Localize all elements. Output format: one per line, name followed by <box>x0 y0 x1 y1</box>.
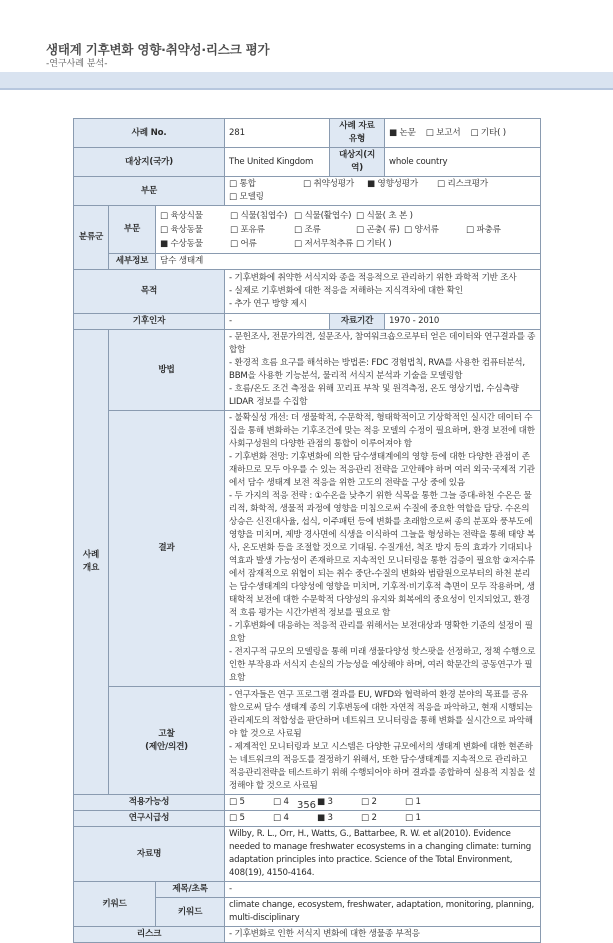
case-no-value: 281 <box>225 119 330 148</box>
risk-label: 리스크 <box>74 927 225 943</box>
overview-label <box>74 330 109 795</box>
urgency-5: □ 5 <box>229 813 245 823</box>
discussion-line: - 연구자들은 연구 프로그램 결과를 EU, WFD와 협력하여 환경 분야의 목표를 공유함으로써 담수 생태계 종의 기후변동에 대한 자연적 적응을 파악하고, 현재 시행되는 관리제도의 적합성을 판단하며 네트워크 모니터링을 통해 변화를 실시간으로 파악해야 할 것으로 사료됨 <box>229 689 533 739</box>
class-amphibian: □ 양서류 <box>404 224 439 235</box>
method-line: - 환경적 흐름 요구를 해석하는 방법론: FDC 경험법칙, RVA를 사용한 컴퓨터분석, BBM을 사용한 기능분석, 물리적 서식지 분석과 기술을 모델링함 <box>229 358 525 381</box>
country-label: 대상지(국가) <box>74 148 225 177</box>
result-line: - 기후변화 전망: 기후변화에 의한 담수생태계에의 영향 등에 대한 다양한 관점이 존재하므로 모두 아우를 수 있는 적응관리 전략을 고안해야 하며 여러 외국·국제적 기관에서 담수 생태계 보전 적응을 위한 고도의 전략을 구상 중에 있음 <box>229 452 535 488</box>
class-row-plants <box>160 209 536 223</box>
detail-label: 세부정보 <box>109 254 156 270</box>
purpose-line: - 기후변화에 취약한 서식지와 종을 적응적으로 관리하기 위한 과학적 기반 조사 <box>229 273 517 283</box>
keyword-sub-label: 키워드 <box>156 898 225 927</box>
climate-factor-value: - <box>225 314 330 330</box>
sector-integrated: □ 통합 <box>229 179 256 189</box>
method-text <box>225 330 541 411</box>
country-value: The United Kingdom <box>225 148 330 177</box>
class-row-aquatic <box>160 237 536 251</box>
class-land-plant: □ 육상식물 <box>160 210 203 221</box>
purpose-text <box>225 270 541 314</box>
result-line: - 두 가지의 적응 전략 : ①수온을 낮추기 위한 식목을 통한 그늘 증대-하천 수온은 물리적, 화학적, 생물적 과정에 영향을 미침으로써 수질에 중요한 역할을 담당. 수온의 상승은 신진대사율, 섭식, 이주패턴 등에 변화를 초래함으로써 종의 분포와 풍부도에 영향을 미치며, 제방 경사면에 식생을 이식하여 그늘을 형성하는 전략을 통해 태양 복사, 온도변화 등을 조절할 것으로 기대됨. 수질개선, 척조 방지 등의 효과가 기대되나 역효과 발생 가능성이 존재하므로 지속적인 모니터링을 통한 검증이 필요함 ②저수류에서 잠재적으로 위협이 되는 취수 중단-수질의 변화와 범람원으로부터의 하천 분리는 담수생태계의 다양성에 영향을 미치며, 기후적·비기후적 측면이 모두 작용하며, 생태학적 보전에 대한 수문학적 다양성의 유지와 회복에의 중요성이 인지되었고, 환경적 흐름 평가는 시간가변적 정보를 필요로 함 <box>229 491 535 618</box>
urgency-2: □ 2 <box>361 813 377 823</box>
page-header <box>0 0 613 96</box>
region-label: 대상지(지역) <box>330 148 385 177</box>
overview-label-text: 사례 개요 <box>82 550 100 573</box>
result-line: - 불확실성 개선: 더 생물학적, 수문학적, 형태학적이고 기상학적인 실시간 데이터 수집을 통해 변화하는 기후조건에 맞는 적응 모델의 수정이 필요하며, 환경 보전에 대한 사회구성원의 다양한 관점의 통합이 이루어져야 함 <box>229 413 535 449</box>
detail-value: 담수 생태계 <box>156 254 541 270</box>
urgency-options <box>225 811 541 827</box>
document-subtitle: -연구사례 분석- <box>46 59 108 69</box>
applicability-3: ■ 3 <box>317 797 333 807</box>
purpose-line: - 추가 연구 방향 제시 <box>229 299 307 309</box>
case-table <box>73 118 541 943</box>
sector-risk: □ 리스크평가 <box>437 179 488 189</box>
class-row-animals <box>160 223 536 237</box>
class-fish: □ 어류 <box>230 238 257 249</box>
period-value: 1970 - 2010 <box>385 314 541 330</box>
class-insect: □ 곤충( 류) <box>356 224 400 235</box>
title-keyword-label: 제목/초록 <box>156 882 225 898</box>
class-aquatic-animal: ■ 수상동물 <box>160 238 203 249</box>
sector-vulnerability: □ 취약성평가 <box>303 179 354 189</box>
classification-options <box>156 206 541 254</box>
sector-label: 부문 <box>74 177 225 206</box>
discussion-label <box>109 687 225 795</box>
period-label: 자료기간 <box>330 314 385 330</box>
applicability-5: □ 5 <box>229 797 245 807</box>
applicability-2: □ 2 <box>361 797 377 807</box>
urgency-1: □ 1 <box>405 813 421 823</box>
data-type-paper: ■ 논문 <box>389 127 416 138</box>
applicability-1: □ 1 <box>405 797 421 807</box>
page-number: 356 <box>296 800 317 811</box>
reference-label: 자료명 <box>74 827 225 882</box>
data-type-label: 사례 자료 유형 <box>330 119 385 148</box>
region-value: whole country <box>385 148 541 177</box>
sector-modeling: □ 모델링 <box>229 192 264 202</box>
result-text <box>225 411 541 687</box>
result-line: - 전지구적 규모의 모델링을 통해 미래 생물다양성 핫스팟을 선정하고, 정책 수행으로 인한 부작용과 서식지 손실의 가능성을 예상해야 하며, 여러 학문간의 공동연구가 필요함 <box>229 647 536 683</box>
method-line: - 흐름/온도 조건 측정을 위해 꼬리표 부착 및 원격측정, 온도 영상기법, 수심측량 LIDAR 정보를 수집함 <box>229 384 519 407</box>
document-title: 생태계 기후변화 영향·취약성·리스크 평가 <box>46 42 270 57</box>
discussion-label-line: 고찰 <box>158 728 175 739</box>
data-type-options <box>385 119 541 148</box>
case-no-label: 사례 No. <box>74 119 225 148</box>
risk-value: - 기후변화로 인한 서식지 변화에 대한 생물종 부적응 <box>225 927 541 943</box>
classification-label: 분류군 <box>74 206 109 270</box>
reference-text: Wilby, R. L., Orr, H., Watts, G., Battarbee, R. W. et al(2010). Evidence needed to manage freshwater ecosystems in a changing climate: turning adaptation principles into practice. Science of the Total Environment, 408(19), 4150-4164. <box>225 827 541 882</box>
method-label: 방법 <box>109 330 225 411</box>
header-stripe-line <box>0 88 613 90</box>
class-reptile: □ 파충류 <box>466 224 501 235</box>
purpose-line: - 실제로 기후변화에 대한 적응을 저해하는 지식격차에 대한 확인 <box>229 286 463 296</box>
class-broadleaf: □ 식물(활엽수) <box>294 210 352 221</box>
keyword-label: 키워드 <box>74 882 156 927</box>
class-conifer: □ 식물(침엽수) <box>230 210 288 221</box>
sector-impact: ■ 영향성평가 <box>367 179 418 189</box>
purpose-label: 목적 <box>74 270 225 314</box>
urgency-3: ■ 3 <box>317 813 333 823</box>
data-type-other: □ 기타( ) <box>470 127 506 138</box>
method-line: - 문헌조사, 전문가의견, 설문조사, 참여워크숍으로부터 얻은 데이터와 연구결과를 종합함 <box>229 332 536 355</box>
class-benthic: □ 저서무척추류 <box>294 238 354 249</box>
urgency-4: □ 4 <box>273 813 289 823</box>
applicability-label: 적용가능성 <box>74 795 225 811</box>
result-line: - 기후변화에 대응하는 적응적 관리를 위해서는 보전대상과 명확한 기준의 설정이 필요함 <box>229 621 533 644</box>
climate-factor-label: 기후인자 <box>74 314 225 330</box>
urgency-label: 연구시급성 <box>74 811 225 827</box>
class-land-animal: □ 육상동물 <box>160 224 203 235</box>
applicability-4: □ 4 <box>273 797 289 807</box>
class-sector-label: 부문 <box>109 206 156 254</box>
discussion-label-line: (제안/의견) <box>145 741 188 752</box>
discussion-line: - 제계적인 모니터링과 보고 시스템은 다양한 규모에서의 생태계 변화에 대한 현존하는 네트워크의 적응도를 결정하기 위해서, 또한 담수생태계를 지속적으로 관리하고 적응관리전략을 테스트하기 위해 수행되어야 하며 결과를 종합하여 실용적 지침을 설정해야 할 것으로 사료됨 <box>229 741 536 791</box>
title-keyword-value: - <box>225 882 541 898</box>
sector-options <box>225 177 541 206</box>
class-mammal: □ 포유류 <box>230 224 265 235</box>
discussion-text <box>225 687 541 795</box>
class-bird: □ 조류 <box>294 224 321 235</box>
result-label: 결과 <box>109 411 225 687</box>
class-other: □ 기타( ) <box>356 238 392 249</box>
data-type-report: □ 보고서 <box>425 127 461 138</box>
keyword-value: climate change, ecosystem, freshwater, adaptation, monitoring, planning, multi-disciplinary <box>225 898 541 927</box>
class-herb: □ 식물( 초 본 ) <box>356 210 413 221</box>
